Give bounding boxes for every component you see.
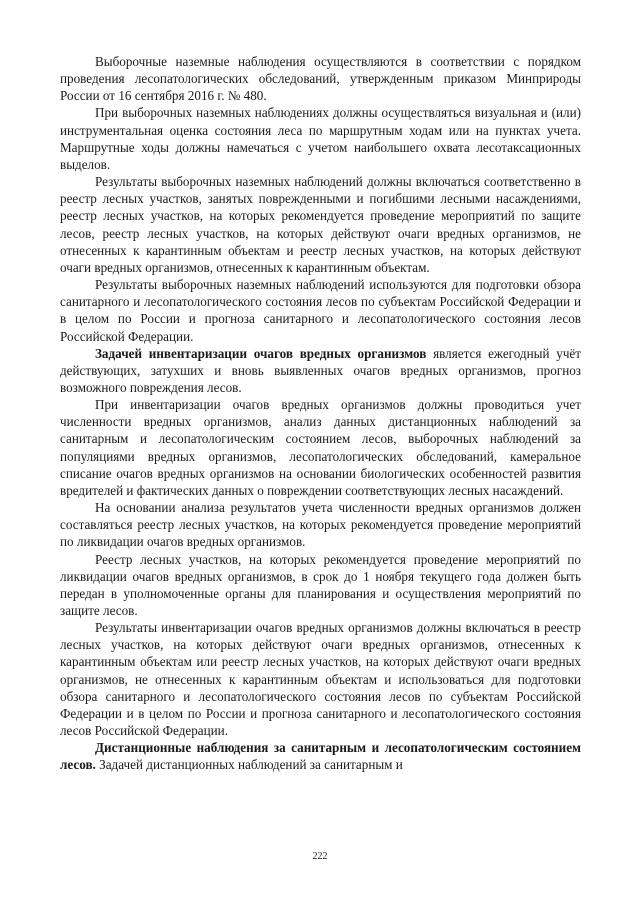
paragraph-text: Результаты выборочных наземных наблюдений используются для подготовки обзора санитарного и лесопатологического состояния лесов по субъектам Российской Федерации и в целом по России и прогноза санитарного и лесопатологического состояния лесов Российской Федерации. xyxy=(60,277,581,344)
paragraph-text: является ежегодный учёт действующих, затухших и вновь выявленных очагов вредных организмов, прогноз возможного повреждения лесов. xyxy=(60,345,581,395)
paragraph-bold-lead: Дистанционные наблюдения за санитарным и лесопатологическим состоянием лесов. xyxy=(60,740,581,773)
paragraph-text: При инвентаризации очагов вредных организмов должны проводиться учет численности вредных организмов, анализ данных дистанционных наблюдений за санитарным и лесопатологическим состоянием лесов, выборочных наблюдений за популяциями вредных организмов, лесопатологических обследований, камеральное списание очагов вредных организмов на основании биологических особенностей развития вредителей и фактических данных о повреждении соответствующих лесных насаждений. xyxy=(60,397,581,498)
document-body xyxy=(60,53,581,774)
paragraph-8 xyxy=(60,551,581,620)
paragraph-text: При выборочных наземных наблюдениях должны осуществляться визуальная и (или) инструментальная оценка состояния леса по маршрутным ходам или на пунктах учета. Маршрутные ходы должны намечаться с учетом наибольшего охвата лесотаксационных выделов. xyxy=(60,105,581,172)
paragraph-5 xyxy=(60,345,581,396)
paragraph-text: Результаты инвентаризации очагов вредных организмов должны включаться в реестр лесных участков, на которых действуют очаги вредных организмов, отнесенных к карантинным объектам или реестр лесных участков, на которых действуют очаги вредных организмов, не отнесенных к карантинным объектам и использоваться для подготовки обзора санитарного и лесопатологического состояния лесов по субъектам Российской Федерации и в целом по России и прогноза санитарного и лесопатологического состояния лесов Российской Федерации. xyxy=(60,620,581,739)
paragraph-4 xyxy=(60,276,581,345)
paragraph-10 xyxy=(60,739,581,773)
paragraph-1 xyxy=(60,53,581,104)
paragraph-3 xyxy=(60,173,581,276)
paragraph-text: Результаты выборочных наземных наблюдений должны включаться соответственно в реестр лесных участков, занятых поврежденными и погибшими лесными насаждениями, реестр лесных участков, на которых рекомендуется проведение мероприятий по защите лесов, реестр лесных участков, на которых действуют очаги вредных организмов, не отнесенных к карантинным объектам и реестр лесных участков, на которых действуют очаги вредных организмов, отнесенных к карантинным объектам. xyxy=(60,174,581,275)
paragraph-bold-lead: Задачей инвентаризации очагов вредных организмов xyxy=(95,345,427,361)
paragraph-text: На основании анализа результатов учета численности вредных организмов должен составляться реестр лесных участков, на которых рекомендуется проведение мероприятий по ликвидации очагов вредных организмов. xyxy=(60,500,581,550)
paragraph-6 xyxy=(60,396,581,499)
paragraph-7 xyxy=(60,499,581,550)
paragraph-2 xyxy=(60,104,581,173)
page-number: 222 xyxy=(312,851,328,862)
paragraph-text: Выборочные наземные наблюдения осуществляются в соответствии с порядком проведения лесопатологических обследований, утвержденным приказом Минприроды России от 16 сентября 2016 г. № 480. xyxy=(60,54,581,104)
paragraph-text: Задачей дистанционных наблюдений за санитарным и xyxy=(95,757,403,773)
paragraph-9 xyxy=(60,619,581,739)
paragraph-text: Реестр лесных участков, на которых рекомендуется проведение мероприятий по ликвидации очагов вредных организмов, в срок до 1 ноября текущего года должен быть передан в уполномоченные органы для планирования и осуществления мероприятий по защите лесов. xyxy=(60,551,581,618)
